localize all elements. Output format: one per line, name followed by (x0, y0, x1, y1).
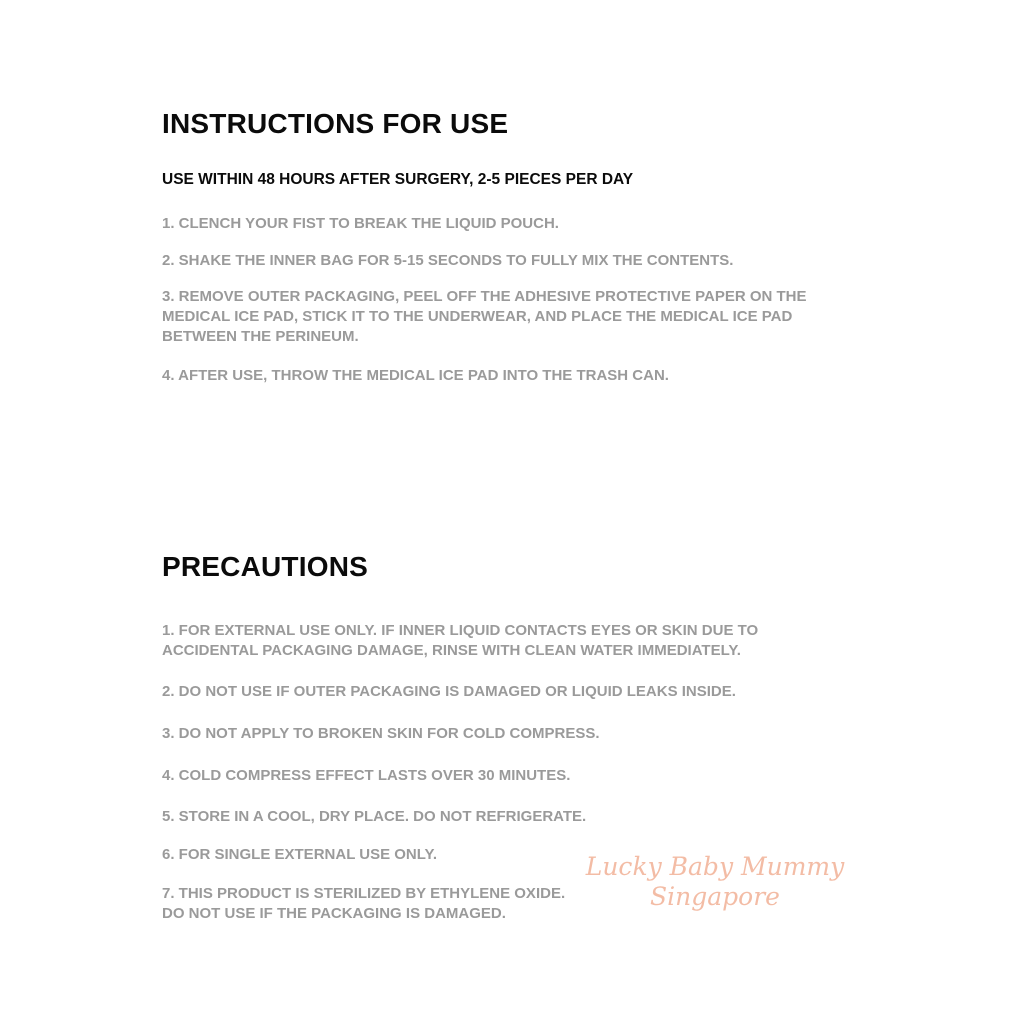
watermark-logo (560, 852, 870, 912)
instructions-heading: INSTRUCTIONS FOR USE (162, 108, 509, 139)
precaution-item-2: 2. DO NOT USE IF OUTER PACKAGING IS DAMAGED OR LIQUID LEAKS INSIDE. (162, 683, 736, 700)
instruction-item-2: 2. SHAKE THE INNER BAG FOR 5-15 SECONDS TO FULLY MIX THE CONTENTS. (162, 252, 734, 269)
instructions-subheading: USE WITHIN 48 HOURS AFTER SURGERY, 2-5 PIECES PER DAY (162, 171, 634, 188)
instruction-item-3: 3. REMOVE OUTER PACKAGING, PEEL OFF THE ADHESIVE PROTECTIVE PAPER ON THE MEDICAL ICE PAD, STICK IT TO THE UNDERWEAR, AND PLACE THE MEDICAL ICE PAD BETWEEN THE PERINEUM. (162, 288, 807, 345)
precaution-item-5: 5. STORE IN A COOL, DRY PLACE. DO NOT REFRIGERATE. (162, 808, 587, 825)
watermark-line-2: Singapore (650, 882, 780, 911)
precaution-item-3: 3. DO NOT APPLY TO BROKEN SKIN FOR COLD COMPRESS. (162, 725, 600, 742)
instruction-item-1: 1. CLENCH YOUR FIST TO BREAK THE LIQUID POUCH. (162, 215, 559, 232)
instruction-item-4: 4. AFTER USE, THROW THE MEDICAL ICE PAD INTO THE TRASH CAN. (162, 367, 669, 384)
precaution-item-1: 1. FOR EXTERNAL USE ONLY. IF INNER LIQUID CONTACTS EYES OR SKIN DUE TO ACCIDENTAL PACKAGING DAMAGE, RINSE WITH CLEAN WATER IMMEDIATELY. (162, 622, 759, 659)
precautions-heading: PRECAUTIONS (162, 551, 368, 582)
precaution-item-4: 4. COLD COMPRESS EFFECT LASTS OVER 30 MINUTES. (162, 767, 571, 784)
precaution-item-7: 7. THIS PRODUCT IS STERILIZED BY ETHYLENE OXIDE. DO NOT USE IF THE PACKAGING IS DAMAGED. (162, 885, 566, 922)
precaution-item-6: 6. FOR SINGLE EXTERNAL USE ONLY. (162, 846, 438, 863)
watermark-line-1: Lucky Baby Mummy (585, 852, 845, 881)
